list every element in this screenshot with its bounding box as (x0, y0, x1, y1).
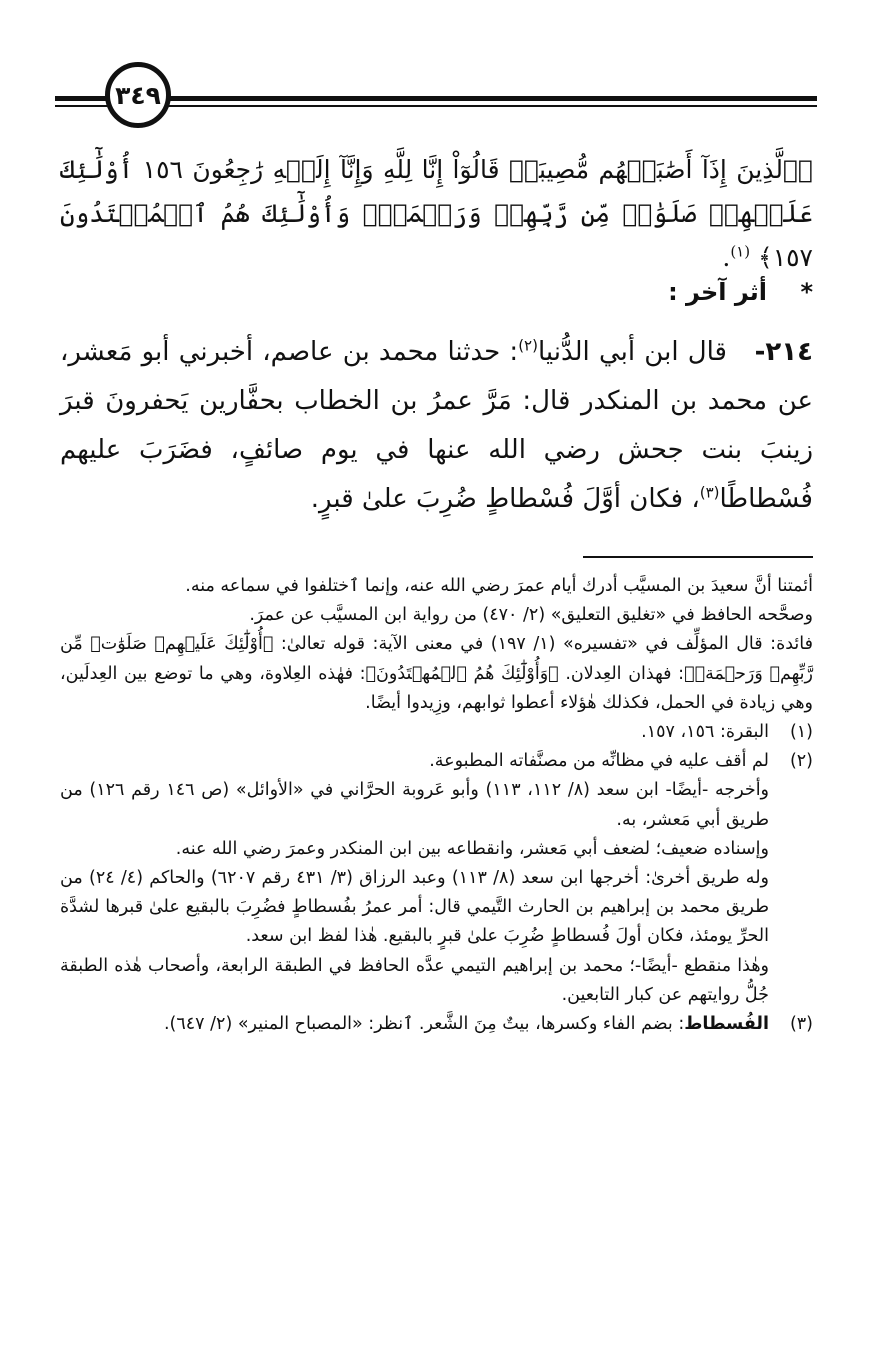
footnote-ref-3: (٣) (699, 483, 720, 502)
narration-part1: قال ابن أبي الدُّنيا (537, 337, 727, 367)
footnote-line: البقرة: ١٥٦، ١٥٧. (641, 722, 769, 743)
verse-end-punct: . (722, 243, 731, 272)
page-number: ٣٤٩ (115, 80, 161, 110)
continuation-line: وصحَّحه الحافظ في «تغليق التعليق» (٢/ ٤٧٠) من رواية ابن المسيَّب عن عمرَ. (249, 605, 813, 626)
quran-verse-block (60, 148, 813, 280)
footnote-line: وأخرجه -أيضًا- ابن سعد (٨/ ١١٢، ١١٣) وأبو عَروبة الحرَّاني في «الأوائل» (ص ١٤٦ رقم ١٢٦) من طريق أبي مَعشر، به. (60, 780, 770, 830)
narration-part3: ، فكان أوَّلَ فُسْطاطٍ ضُرِبَ علىٰ قبرٍ. (310, 484, 700, 514)
footnote-term: الفُسطاط (684, 1014, 769, 1035)
star-marker: * (800, 278, 813, 306)
page-header (55, 62, 817, 132)
continuation-line: أئمتنا أنَّ سعيدَ بن المسيَّب أدرك أيام عمرَ رضي الله عنه، وإنما ٱختلفوا في سماعه منه. (185, 576, 813, 596)
footnote-divider (583, 556, 813, 558)
narration-number: ٢١٤- (754, 337, 814, 367)
footnote-number: (٣) (789, 1014, 813, 1035)
footnote-line: وإسناده ضعيف؛ لضعف أبي مَعشر، وانقطاعه بين ابن المنكدر وعمرَ رضي الله عنه. (175, 838, 769, 859)
footnote-2 (60, 747, 813, 1010)
footnote-line: وله طريق أخرىٰ: أخرجها ابن سعد (٨/ ١١٣) وعبد الرزاق (٣/ ٤٣١ رقم ٦٢٠٧) والحاكم (٤/ ٢٤) من طريق محمد بن إبراهيم بن الحارث التَّيمي قال: أمر عمرُ بفُسطاطٍ فضُرِبَ بالبقيع علىٰ قبرها لشدَّة الحرِّ يومئذ، فكان أولَ فُسطاطٍ ضُرِبَ علىٰ قبرٍ بالبقيع. هٰذا لفظ ابن سعد. (60, 868, 769, 947)
footnote-number: (٢) (789, 751, 813, 772)
footnote-line: وهٰذا منقطع -أيضًا-؛ محمد بن إبراهيم التيمي عدَّه الحافظ في الطبقة الرابعة، وأصحاب هٰذه الطبقة جُلُّ روايتهم عن كبار التابعين. (60, 955, 769, 1005)
footnote-line: لم أقف عليه في مظانِّه من مصنَّفاته المطبوعة. (429, 751, 769, 772)
narration-part2: : حدثنا محمد بن عاصم، أخبرني أبو مَعشر، عن محمد بن المنكدر قال: مَرَّ عمرُ بن الخطاب بحفَّارين يَحفرونَ قبرَ زينبَ بنت جحش رضي الله عنها في يوم صائفٍ، فضَرَبَ عليهم فُسْطاطًا (60, 337, 813, 514)
section-title: أثر آخر : (668, 278, 768, 306)
footnote-3 (60, 1010, 813, 1039)
footnote-ref-1: (١) (730, 242, 751, 261)
footnote-1 (60, 718, 813, 747)
continuation-line: فائدة: قال المؤلِّف في «تفسيره» (١/ ١٩٧) في معنى الآية: قوله تعالىٰ: ﴿أُوْلَٰٓئِكَ عَلَيۡهِمۡ صَلَوَٰتٞ مِّن رَّبِّهِمۡ وَرَحۡمَةٞ﴾: فهذان العِدلان. ﴿وَأُوْلَٰٓئِكَ هُمُ ٱلۡمُهۡتَدُونَ﴾: فهٰذه العِلاوة، وهي ما توضع بين العِدلَين، وهي زيادة في الحمل، فكذلك هٰؤلاء أعطوا ثوابهم، وزِيدوا أيضًا. (60, 634, 813, 713)
page-number-badge (105, 62, 171, 128)
footnote-body (60, 718, 769, 747)
footnote-continuation (60, 572, 813, 718)
footnote-ref-2: (٢) (518, 336, 538, 355)
quran-verse-text: ﴿ٱلَّذِينَ إِذَآ أَصَٰبَتۡهُم مُّصِيبَةٞ قَالُوٓاْ إِنَّا لِلَّهِ وَإِنَّآ إِلَيۡهِ رَٰجِعُونَ ١٥٦ أُوْلَٰٓئِكَ عَلَيۡهِمۡ صَلَوَٰتٞ مِّن رَّبِّهِمۡ وَرَحۡمَةٞۖ وَأُوْلَٰٓئِكَ هُمُ ٱلۡمُهۡتَدُونَ ١٥٧﴾ (60, 155, 813, 272)
section-heading (60, 272, 813, 312)
footnote-body (60, 1010, 769, 1039)
footnote-line: : بضم الفاء وكسرها، بيتٌ مِنَ الشَّعر. ٱنظر: «المصباح المنير» (٢/ ٦٤٧). (163, 1014, 685, 1035)
footnotes-section (60, 572, 813, 1039)
footnote-number: (١) (789, 722, 813, 743)
footnote-body (60, 747, 769, 1010)
narration-paragraph (60, 328, 813, 524)
